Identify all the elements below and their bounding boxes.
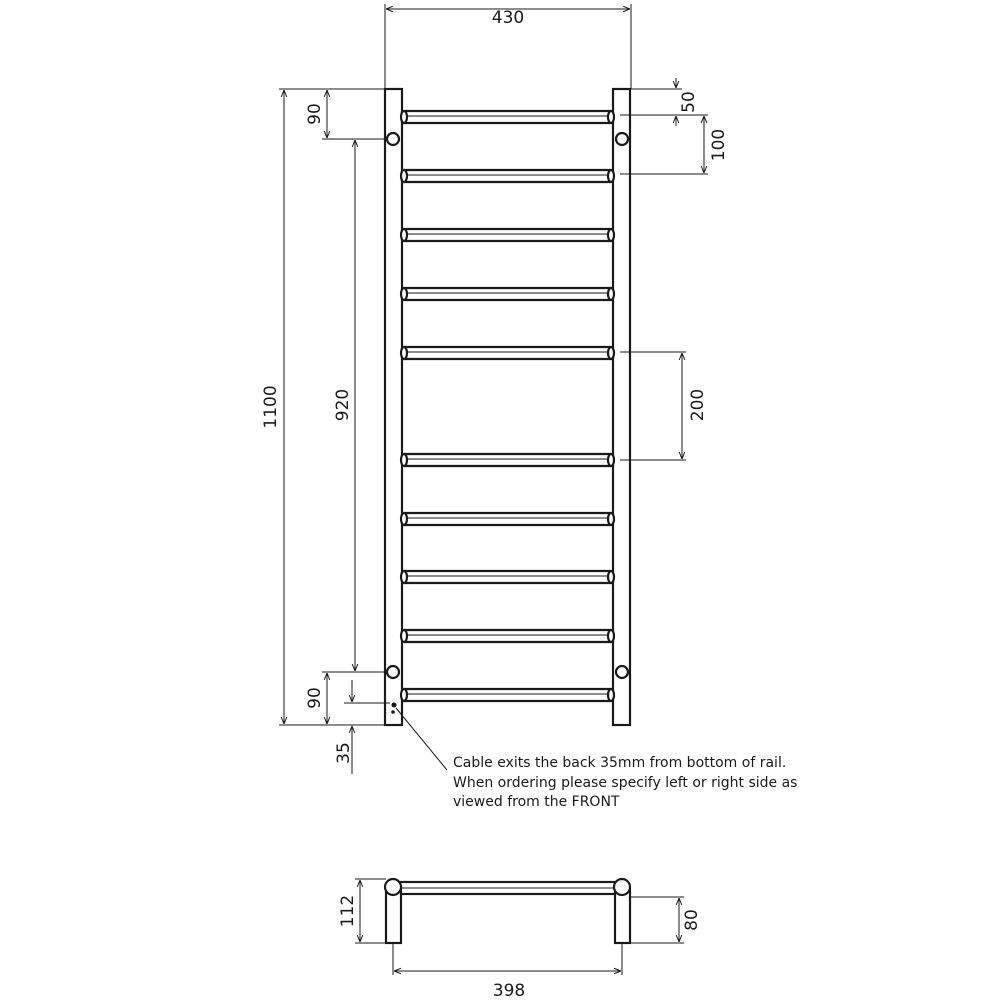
horizontal-bar-5 (402, 347, 613, 359)
dim-cable-exit: 35 (334, 742, 354, 764)
plan-post-right (614, 879, 630, 895)
right-rail (613, 89, 630, 725)
bar-end-cap-3-left (401, 229, 407, 241)
horizontal-bar-8 (402, 571, 613, 583)
horizontal-bar-2 (402, 170, 613, 182)
bar-end-cap-1-right (608, 111, 614, 123)
cable-exit-point-2 (391, 710, 395, 714)
dim-overall-height: 1100 (261, 385, 281, 429)
bar-end-cap-1-left (401, 111, 407, 123)
bar-end-cap-7-left (401, 513, 407, 525)
bar-end-cap-8-right (608, 571, 614, 583)
horizontal-bars (401, 111, 614, 701)
note-line-3: viewed from the FRONT (453, 794, 620, 810)
note-line-2: When ordering please specify left or right side as (453, 775, 798, 791)
bar-end-cap-9-right (608, 630, 614, 642)
dim-bottom-bracket: 90 (305, 687, 325, 709)
note-leader (396, 708, 447, 770)
dim-top-offset: 50 (679, 91, 699, 113)
dim-overall-width: 430 (491, 8, 525, 28)
mount-hole-bottom-left (387, 666, 399, 678)
bar-end-cap-5-left (401, 347, 407, 359)
bar-end-cap-9-left (401, 630, 407, 642)
plan-bracket-left (386, 890, 401, 943)
dim-mid-spacing: 200 (688, 388, 708, 422)
horizontal-bar-1 (402, 111, 613, 123)
plan-bracket-right (615, 890, 630, 943)
horizontal-bar-10 (402, 689, 613, 701)
bar-end-cap-6-left (401, 454, 407, 466)
dim-top-bracket: 90 (305, 103, 325, 125)
dim-depth: 112 (338, 894, 358, 928)
mount-hole-top-right (616, 133, 628, 145)
bar-end-cap-5-right (608, 347, 614, 359)
plan-view (338, 879, 702, 1000)
horizontal-bar-6 (402, 454, 613, 466)
bar-end-cap-4-left (401, 288, 407, 300)
left-rail (385, 89, 402, 725)
bar-end-cap-6-right (608, 454, 614, 466)
bar-end-cap-2-right (608, 170, 614, 182)
bar-end-cap-10-left (401, 689, 407, 701)
dim-first-spacing: 100 (709, 128, 729, 162)
mount-hole-top-left (387, 133, 399, 145)
cable-exit-point (392, 703, 397, 708)
dim-bracket-depth: 80 (682, 909, 702, 931)
mount-hole-bottom-right (616, 666, 628, 678)
horizontal-bar-4 (402, 288, 613, 300)
front-view (261, 4, 797, 810)
bar-end-cap-10-right (608, 689, 614, 701)
plan-post-left (385, 879, 401, 895)
dim-bracket-spacing: 920 (333, 388, 353, 422)
bar-end-cap-2-left (401, 170, 407, 182)
bar-end-cap-7-right (608, 513, 614, 525)
dim-bracket-width: 398 (492, 981, 526, 1000)
horizontal-bar-7 (402, 513, 613, 525)
horizontal-bar-9 (402, 630, 613, 642)
bar-end-cap-4-right (608, 288, 614, 300)
bar-end-cap-3-right (608, 229, 614, 241)
note-line-1: Cable exits the back 35mm from bottom of rail. (453, 755, 787, 771)
bar-end-cap-8-left (401, 571, 407, 583)
horizontal-bar-3 (402, 229, 613, 241)
